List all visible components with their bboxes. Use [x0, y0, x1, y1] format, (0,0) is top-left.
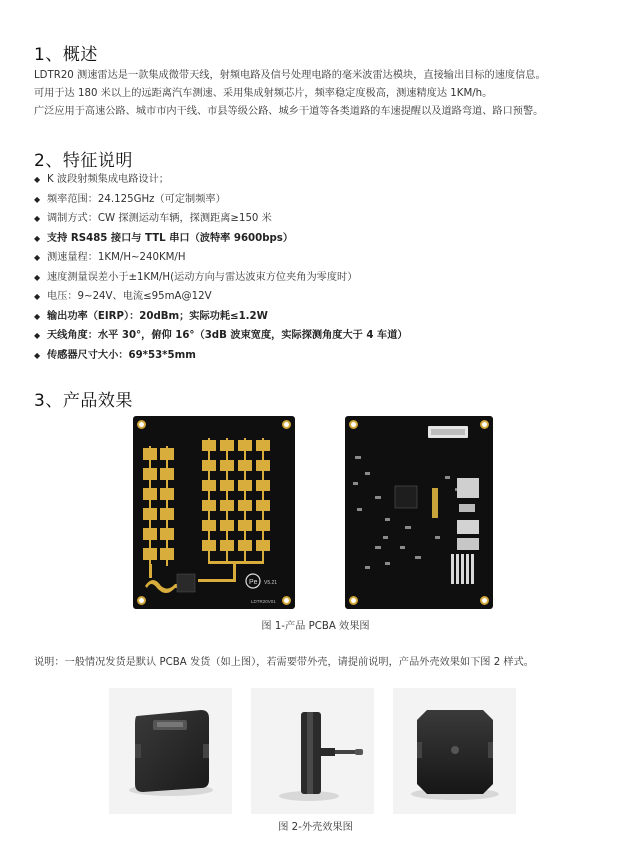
feature-text: 输出功率（EIRP）：20dBm；实际功耗≤1.2W: [47, 310, 268, 322]
feature-item: [34, 326, 614, 346]
feature-text: 天线角度：水平 30°，俯仰 16°（3dB 波束宽度，实际探测角度大于 4 车道）: [47, 330, 408, 341]
pcba-front-image: [133, 416, 295, 609]
diamond-bullet-icon: ◆: [34, 214, 41, 223]
pcba-back-image: [345, 416, 493, 609]
rf-chip: [177, 574, 195, 592]
diamond-bullet-icon: ◆: [34, 175, 41, 184]
feature-item: [34, 190, 614, 210]
feature-item: [34, 287, 614, 307]
housing-image-back: [393, 688, 516, 814]
feature-list: [34, 170, 614, 365]
feature-text: 支持 RS485 接口与 TTL 串口（波特率 9600bps）: [47, 232, 294, 244]
power-inductor: [457, 478, 479, 498]
overview-line-2: 可用于达 180 米以上的远距离汽车测速、采用集成射频芯片，频率稳定度极高，测速精度达 1KM/h。: [34, 88, 493, 99]
housing-image-side: [251, 688, 374, 814]
feature-item: [34, 346, 614, 366]
housing-image-front: [109, 688, 232, 814]
feature-text: 速度测量误差小于±1KM/H(运动方向与雷达波束方位夹角为零度时）: [47, 271, 358, 283]
feature-item: [34, 170, 614, 190]
feature-item: [34, 209, 614, 229]
mcu-chip: [395, 486, 417, 508]
diamond-bullet-icon: ◆: [34, 350, 41, 360]
feature-text: 调制方式：CW 探测运动车辆，探测距离≥150 米: [47, 213, 272, 224]
diamond-bullet-icon: ◆: [34, 331, 41, 340]
antenna-array-graphic: [133, 416, 295, 609]
board-silkscreen-label: LDTR20V01: [251, 599, 276, 604]
diamond-bullet-icon: ◆: [34, 233, 41, 243]
feature-text: 电压：9~24V、电流≤95mA@12V: [47, 291, 212, 302]
figure-2-caption: 图 2-外壳效果图: [278, 822, 353, 833]
feature-item: [34, 268, 614, 288]
housing-side-graphic: [251, 688, 374, 814]
figure-1-caption: 图 1-产品 PCBA 效果图: [261, 621, 370, 632]
overview-line-1: LDTR20 测速雷达是一款集成微带天线，射频电路及信号处理电路的毫米波雷达模块，直接输出目标的速度信息。: [34, 70, 546, 81]
housing-back-graphic: [393, 688, 516, 814]
overview-line-3: 广泛应用于高速公路、城市市内干线、市县等级公路、城乡干道等各类道路的车速提醒以及道路弯道、路口预警。: [34, 106, 544, 117]
feature-item: [34, 229, 614, 249]
section-1-heading: 1、概述: [34, 45, 98, 65]
section-2-heading: 2、特征说明: [34, 151, 133, 171]
diamond-bullet-icon: ◆: [34, 253, 41, 262]
component-layout-graphic: [345, 416, 493, 609]
feature-item: [34, 248, 614, 268]
feature-text: 传感器尺寸大小：69*53*5mm: [47, 349, 196, 361]
shipping-note: 说明：一般情况发货是默认 PCBA 发货（如上图），若需要带外壳，请提前说明，产品外壳效果如下图 2 样式。: [34, 657, 534, 668]
housing-front-graphic: [109, 688, 232, 814]
feature-item: [34, 307, 614, 327]
feature-text: 测速量程：1KM/H~240KM/H: [47, 252, 186, 263]
svg-text:Pe: Pe: [249, 579, 258, 586]
diamond-bullet-icon: ◆: [34, 292, 41, 301]
feature-text: 频率范围：24.125GHz（可定制频率）: [47, 193, 226, 205]
diamond-bullet-icon: ◆: [34, 272, 41, 282]
diamond-bullet-icon: ◆: [34, 194, 41, 204]
feature-text: K 波段射频集成电路设计；: [47, 174, 169, 185]
diamond-bullet-icon: ◆: [34, 311, 41, 321]
board-version-label: V5.21: [264, 580, 278, 586]
section-3-heading: 3、产品效果: [34, 391, 133, 411]
